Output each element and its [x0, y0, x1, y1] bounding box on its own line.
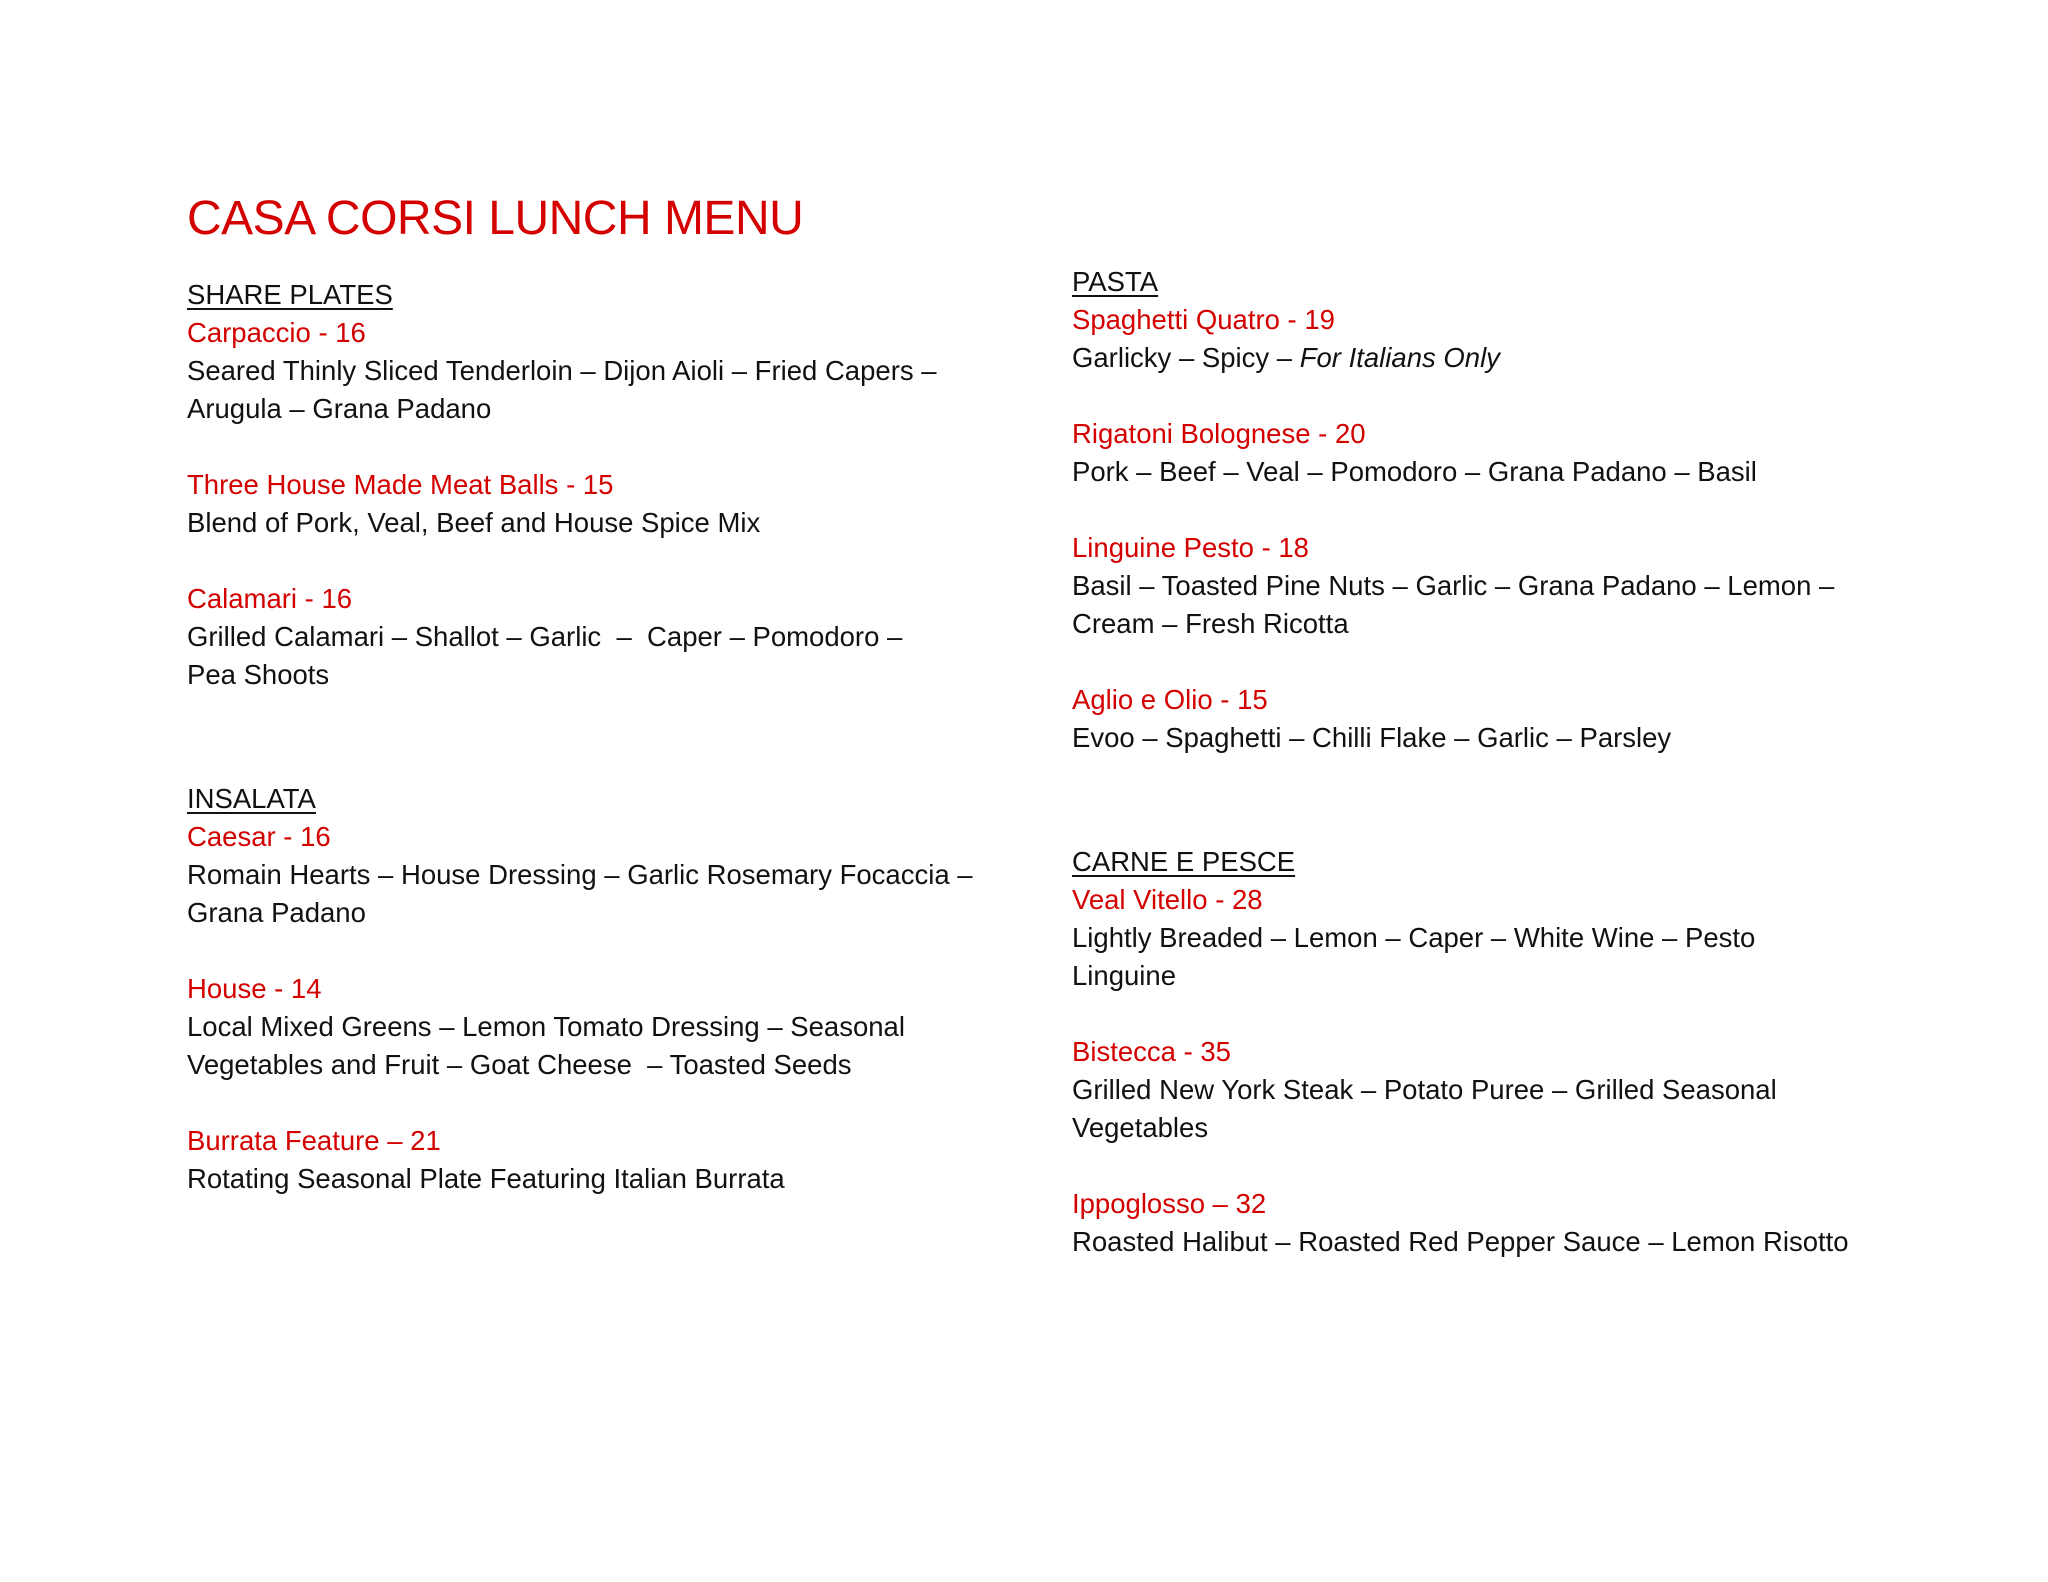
item-name: Linguine Pesto - 18 — [1072, 532, 1309, 563]
menu-item-burrata — [187, 1122, 1027, 1198]
item-name: Caesar - 16 — [187, 821, 331, 852]
menu-item-carpaccio — [187, 314, 1027, 428]
menu-item-spaghetti-quatro — [1072, 301, 1972, 377]
item-name: Ippoglosso – 32 — [1072, 1188, 1267, 1219]
item-description: Grilled New York Steak – Potato Puree – Grilled Seasonal — [1072, 1074, 1777, 1105]
section-heading-carne-e-pesce: CARNE E PESCE — [1072, 846, 1296, 877]
item-description-plain: Garlicky – Spicy – — [1072, 342, 1300, 373]
menu-item-caesar — [187, 818, 1027, 932]
menu-item-calamari — [187, 580, 1027, 694]
item-name: House - 14 — [187, 973, 322, 1004]
item-description: Evoo – Spaghetti – Chilli Flake – Garlic – Parsley — [1072, 722, 1672, 753]
item-name: Three House Made Meat Balls - 15 — [187, 469, 614, 500]
item-description: Linguine — [1072, 960, 1176, 991]
item-description: Grana Padano — [187, 897, 366, 928]
section-heading-share-plates: SHARE PLATES — [187, 279, 393, 310]
item-name: Calamari - 16 — [187, 583, 353, 614]
menu-title: CASA CORSI LUNCH MENU — [187, 192, 804, 245]
item-description: Seared Thinly Sliced Tenderloin – Dijon Aioli – Fried Capers – — [187, 355, 937, 386]
section-insalata — [187, 780, 1027, 1198]
item-name: Carpaccio - 16 — [187, 317, 366, 348]
item-description: Roasted Halibut – Roasted Red Pepper Sauce – Lemon Risotto — [1072, 1226, 1849, 1257]
item-description: Vegetables — [1072, 1112, 1209, 1143]
menu-item-linguine-pesto — [1072, 529, 1972, 643]
menu-item-bistecca — [1072, 1033, 1972, 1147]
item-name: Burrata Feature – 21 — [187, 1125, 441, 1156]
left-column — [187, 276, 1027, 1198]
item-description: Romain Hearts – House Dressing – Garlic Rosemary Focaccia – — [187, 859, 973, 890]
item-name: Spaghetti Quatro - 19 — [1072, 304, 1335, 335]
section-heading-pasta: PASTA — [1072, 266, 1159, 297]
item-description: Pea Shoots — [187, 659, 330, 690]
item-description: Basil – Toasted Pine Nuts – Garlic – Grana Padano – Lemon – — [1072, 570, 1835, 601]
item-name: Veal Vitello - 28 — [1072, 884, 1263, 915]
item-description: Lightly Breaded – Lemon – Caper – White Wine – Pesto — [1072, 922, 1756, 953]
item-description: Rotating Seasonal Plate Featuring Italian Burrata — [187, 1163, 785, 1194]
menu-item-ippoglosso — [1072, 1185, 1972, 1261]
item-description-italic: For Italians Only — [1299, 342, 1500, 373]
right-column — [1072, 263, 1972, 1261]
item-description: Local Mixed Greens – Lemon Tomato Dressing – Seasonal — [187, 1011, 905, 1042]
item-description: Grilled Calamari – Shallot – Garlic – Caper – Pomodoro – — [187, 621, 903, 652]
item-description: Blend of Pork, Veal, Beef and House Spice Mix — [187, 507, 761, 538]
section-carne-e-pesce — [1072, 843, 1972, 1261]
item-description: Vegetables and Fruit – Goat Cheese – Toasted Seeds — [187, 1049, 852, 1080]
item-name: Bistecca - 35 — [1072, 1036, 1231, 1067]
item-description — [1072, 339, 1972, 377]
item-description: Pork – Beef – Veal – Pomodoro – Grana Padano – Basil — [1072, 456, 1757, 487]
menu-item-aglio-e-olio — [1072, 681, 1972, 757]
section-share-plates — [187, 276, 1027, 694]
item-name: Rigatoni Bolognese - 20 — [1072, 418, 1366, 449]
section-heading-insalata: INSALATA — [187, 783, 316, 814]
section-pasta — [1072, 263, 1972, 757]
item-name: Aglio e Olio - 15 — [1072, 684, 1268, 715]
item-description: Arugula – Grana Padano — [187, 393, 492, 424]
menu-item-veal-vitello — [1072, 881, 1972, 995]
item-description: Cream – Fresh Ricotta — [1072, 608, 1349, 639]
menu-item-rigatoni-bolognese — [1072, 415, 1972, 491]
menu-item-house — [187, 970, 1027, 1084]
menu-item-meat-balls — [187, 466, 1027, 542]
